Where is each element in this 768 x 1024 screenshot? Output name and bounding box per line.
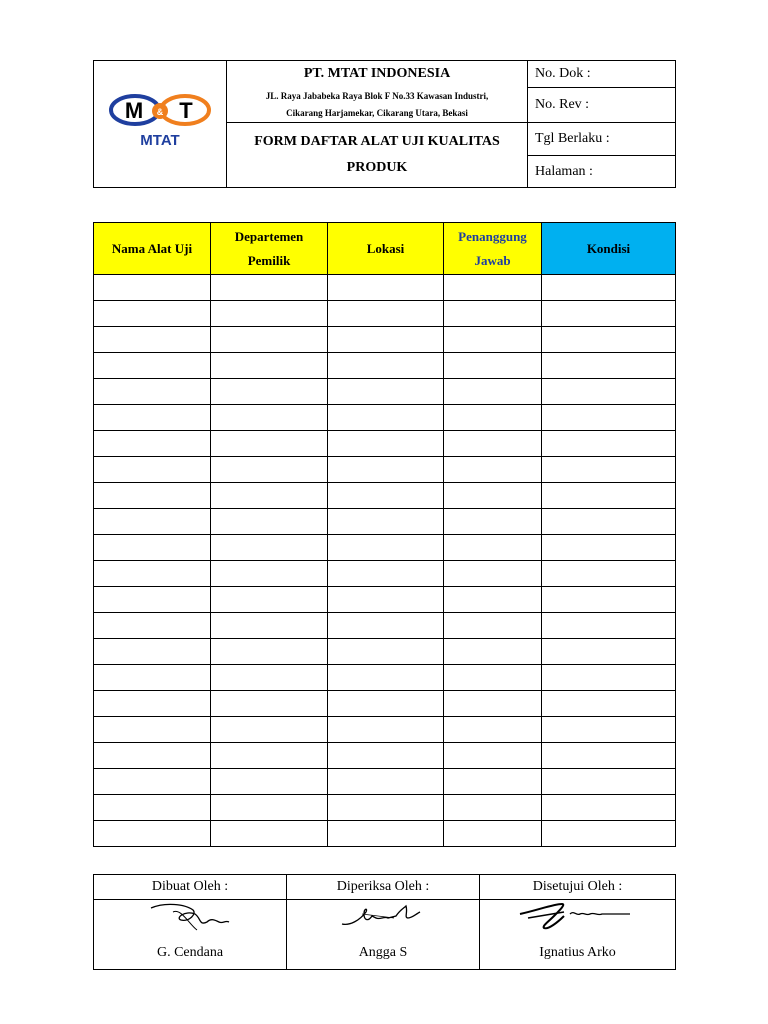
cell-tool-name[interactable] (94, 561, 211, 587)
cell-location[interactable] (328, 405, 444, 431)
checked-by-name: Angga S (287, 937, 480, 970)
cell-department[interactable] (211, 431, 328, 457)
cell-location[interactable] (328, 795, 444, 821)
doc-number: No. Dok : (528, 61, 676, 88)
cell-responsible[interactable] (444, 327, 542, 353)
cell-condition[interactable] (542, 431, 676, 457)
cell-tool-name[interactable] (94, 717, 211, 743)
cell-tool-name[interactable] (94, 275, 211, 301)
company-logo (102, 89, 218, 155)
cell-location[interactable] (328, 353, 444, 379)
equipment-table (93, 222, 676, 847)
table-row (94, 483, 676, 509)
cell-responsible[interactable] (444, 639, 542, 665)
company-address-line2: Cikarang Harjamekar, Cikarang Utara, Bekasi (286, 107, 468, 118)
cell-location[interactable] (328, 639, 444, 665)
cell-condition[interactable] (542, 639, 676, 665)
cell-tool-name[interactable] (94, 743, 211, 769)
col-header-condition-text: Kondisi (586, 240, 631, 256)
cell-department[interactable] (211, 639, 328, 665)
cell-location[interactable] (328, 379, 444, 405)
table-row (94, 821, 676, 847)
company-address-line1: JL. Raya Jababeka Raya Blok F No.33 Kawasan Industri, (265, 90, 489, 101)
cell-department[interactable] (211, 795, 328, 821)
table-row (94, 535, 676, 561)
cell-tool-name[interactable] (94, 483, 211, 509)
rev-number: No. Rev : (528, 87, 676, 123)
signature-icon (338, 900, 428, 932)
approved-by-signature (480, 900, 676, 938)
cell-responsible[interactable] (444, 691, 542, 717)
cell-department[interactable] (211, 613, 328, 639)
cell-responsible[interactable] (444, 795, 542, 821)
cell-condition[interactable] (542, 795, 676, 821)
logo-ampersand: & (156, 106, 164, 117)
cell-tool-name[interactable] (94, 301, 211, 327)
cell-location[interactable] (328, 743, 444, 769)
cell-location[interactable] (328, 275, 444, 301)
cell-condition[interactable] (542, 457, 676, 483)
cell-location[interactable] (328, 301, 444, 327)
made-by-name: G. Cendana (94, 937, 287, 970)
form-title-line1: FORM DAFTAR ALAT UJI KUALITAS (254, 134, 500, 149)
cell-tool-name[interactable] (94, 665, 211, 691)
checked-by-signature (287, 900, 480, 938)
cell-tool-name[interactable] (94, 327, 211, 353)
cell-department[interactable] (211, 743, 328, 769)
cell-department[interactable] (211, 457, 328, 483)
approved-by-name: Ignatius Arko (480, 937, 676, 970)
cell-location[interactable] (328, 769, 444, 795)
table-row (94, 509, 676, 535)
cell-condition[interactable] (542, 535, 676, 561)
cell-condition[interactable] (542, 717, 676, 743)
cell-condition[interactable] (542, 353, 676, 379)
cell-location[interactable] (328, 431, 444, 457)
cell-tool-name[interactable] (94, 613, 211, 639)
cell-responsible[interactable] (444, 405, 542, 431)
cell-tool-name[interactable] (94, 795, 211, 821)
cell-department[interactable] (211, 379, 328, 405)
table-row (94, 639, 676, 665)
cell-condition[interactable] (542, 821, 676, 847)
cell-location[interactable] (328, 691, 444, 717)
cell-responsible[interactable] (444, 821, 542, 847)
cell-responsible[interactable] (444, 743, 542, 769)
cell-location[interactable] (328, 457, 444, 483)
cell-tool-name[interactable] (94, 457, 211, 483)
table-row (94, 587, 676, 613)
cell-condition[interactable] (542, 327, 676, 353)
cell-department[interactable] (211, 717, 328, 743)
table-row (94, 795, 676, 821)
cell-location[interactable] (328, 327, 444, 353)
cell-department[interactable] (211, 327, 328, 353)
cell-tool-name[interactable] (94, 639, 211, 665)
cell-location[interactable] (328, 535, 444, 561)
table-row (94, 665, 676, 691)
cell-responsible[interactable] (444, 587, 542, 613)
cell-responsible[interactable] (444, 353, 542, 379)
checked-by-label: Diperiksa Oleh : (287, 875, 480, 900)
col-header-location (328, 223, 444, 275)
cell-department[interactable] (211, 405, 328, 431)
cell-responsible[interactable] (444, 431, 542, 457)
table-row (94, 379, 676, 405)
table-row (94, 743, 676, 769)
col-header-department-line2: Pemilik (247, 252, 291, 268)
table-row (94, 353, 676, 379)
cell-department[interactable] (211, 561, 328, 587)
cell-department[interactable] (211, 509, 328, 535)
cell-location[interactable] (328, 587, 444, 613)
cell-tool-name[interactable] (94, 353, 211, 379)
col-header-tool-name (94, 223, 211, 275)
cell-condition[interactable] (542, 275, 676, 301)
cell-tool-name[interactable] (94, 509, 211, 535)
signature-icon (518, 900, 638, 932)
table-row (94, 275, 676, 301)
cell-location[interactable] (328, 509, 444, 535)
table-row (94, 717, 676, 743)
cell-department[interactable] (211, 301, 328, 327)
cell-condition[interactable] (542, 483, 676, 509)
cell-tool-name[interactable] (94, 691, 211, 717)
cell-location[interactable] (328, 561, 444, 587)
logo-cell (94, 61, 227, 188)
cell-tool-name[interactable] (94, 587, 211, 613)
cell-tool-name[interactable] (94, 379, 211, 405)
cell-location[interactable] (328, 821, 444, 847)
signature-icon (145, 900, 235, 932)
cell-tool-name[interactable] (94, 769, 211, 795)
table-row (94, 691, 676, 717)
cell-department[interactable] (211, 769, 328, 795)
table-row (94, 431, 676, 457)
cell-responsible[interactable] (444, 457, 542, 483)
cell-responsible[interactable] (444, 535, 542, 561)
cell-department[interactable] (211, 275, 328, 301)
cell-department[interactable] (211, 353, 328, 379)
cell-condition[interactable] (542, 665, 676, 691)
cell-responsible[interactable] (444, 379, 542, 405)
col-header-tool-name-text: Nama Alat Uji (111, 240, 193, 256)
cell-department[interactable] (211, 665, 328, 691)
cell-department[interactable] (211, 535, 328, 561)
cell-tool-name[interactable] (94, 821, 211, 847)
company-address (227, 87, 528, 123)
cell-location[interactable] (328, 717, 444, 743)
cell-tool-name[interactable] (94, 535, 211, 561)
table-row (94, 613, 676, 639)
made-by-signature (94, 900, 287, 938)
cell-responsible[interactable] (444, 275, 542, 301)
cell-responsible[interactable] (444, 509, 542, 535)
col-header-department-line1: Departemen (234, 228, 304, 244)
cell-tool-name[interactable] (94, 431, 211, 457)
cell-condition[interactable] (542, 743, 676, 769)
effective-date: Tgl Berlaku : (528, 123, 676, 156)
cell-condition[interactable] (542, 405, 676, 431)
document-header (93, 60, 676, 188)
cell-location[interactable] (328, 665, 444, 691)
cell-responsible[interactable] (444, 665, 542, 691)
table-row (94, 769, 676, 795)
col-header-responsible-line1: Penanggung (458, 228, 527, 244)
cell-department[interactable] (211, 587, 328, 613)
cell-location[interactable] (328, 613, 444, 639)
logo-letter-right: T (179, 97, 193, 123)
cell-condition[interactable] (542, 613, 676, 639)
cell-condition[interactable] (542, 691, 676, 717)
cell-responsible[interactable] (444, 769, 542, 795)
cell-department[interactable] (211, 691, 328, 717)
page-number: Halaman : (528, 156, 676, 188)
col-header-location-text: Lokasi (366, 240, 405, 256)
col-header-department (211, 223, 328, 275)
cell-tool-name[interactable] (94, 405, 211, 431)
cell-location[interactable] (328, 483, 444, 509)
cell-responsible[interactable] (444, 613, 542, 639)
cell-condition[interactable] (542, 769, 676, 795)
company-name: PT. MTAT INDONESIA (227, 61, 528, 88)
cell-responsible[interactable] (444, 561, 542, 587)
table-row (94, 301, 676, 327)
cell-responsible[interactable] (444, 717, 542, 743)
cell-condition[interactable] (542, 379, 676, 405)
cell-condition[interactable] (542, 301, 676, 327)
logo-letter-left: M (124, 97, 144, 123)
form-title (227, 123, 528, 188)
cell-condition[interactable] (542, 509, 676, 535)
table-row (94, 327, 676, 353)
cell-condition[interactable] (542, 587, 676, 613)
table-body (94, 275, 676, 847)
table-row (94, 457, 676, 483)
cell-responsible[interactable] (444, 483, 542, 509)
approved-by-label: Disetujui Oleh : (480, 875, 676, 900)
cell-condition[interactable] (542, 561, 676, 587)
table-row (94, 561, 676, 587)
table-header-row (94, 223, 676, 275)
cell-department[interactable] (211, 821, 328, 847)
col-header-condition (542, 223, 676, 275)
logo-subtitle: MTAT (140, 131, 180, 149)
cell-department[interactable] (211, 483, 328, 509)
form-title-line2: PRODUK (346, 160, 408, 175)
made-by-label: Dibuat Oleh : (94, 875, 287, 900)
cell-responsible[interactable] (444, 301, 542, 327)
col-header-responsible (444, 223, 542, 275)
col-header-responsible-line2: Jawab (474, 252, 511, 268)
table-row (94, 405, 676, 431)
signature-table (93, 874, 676, 970)
